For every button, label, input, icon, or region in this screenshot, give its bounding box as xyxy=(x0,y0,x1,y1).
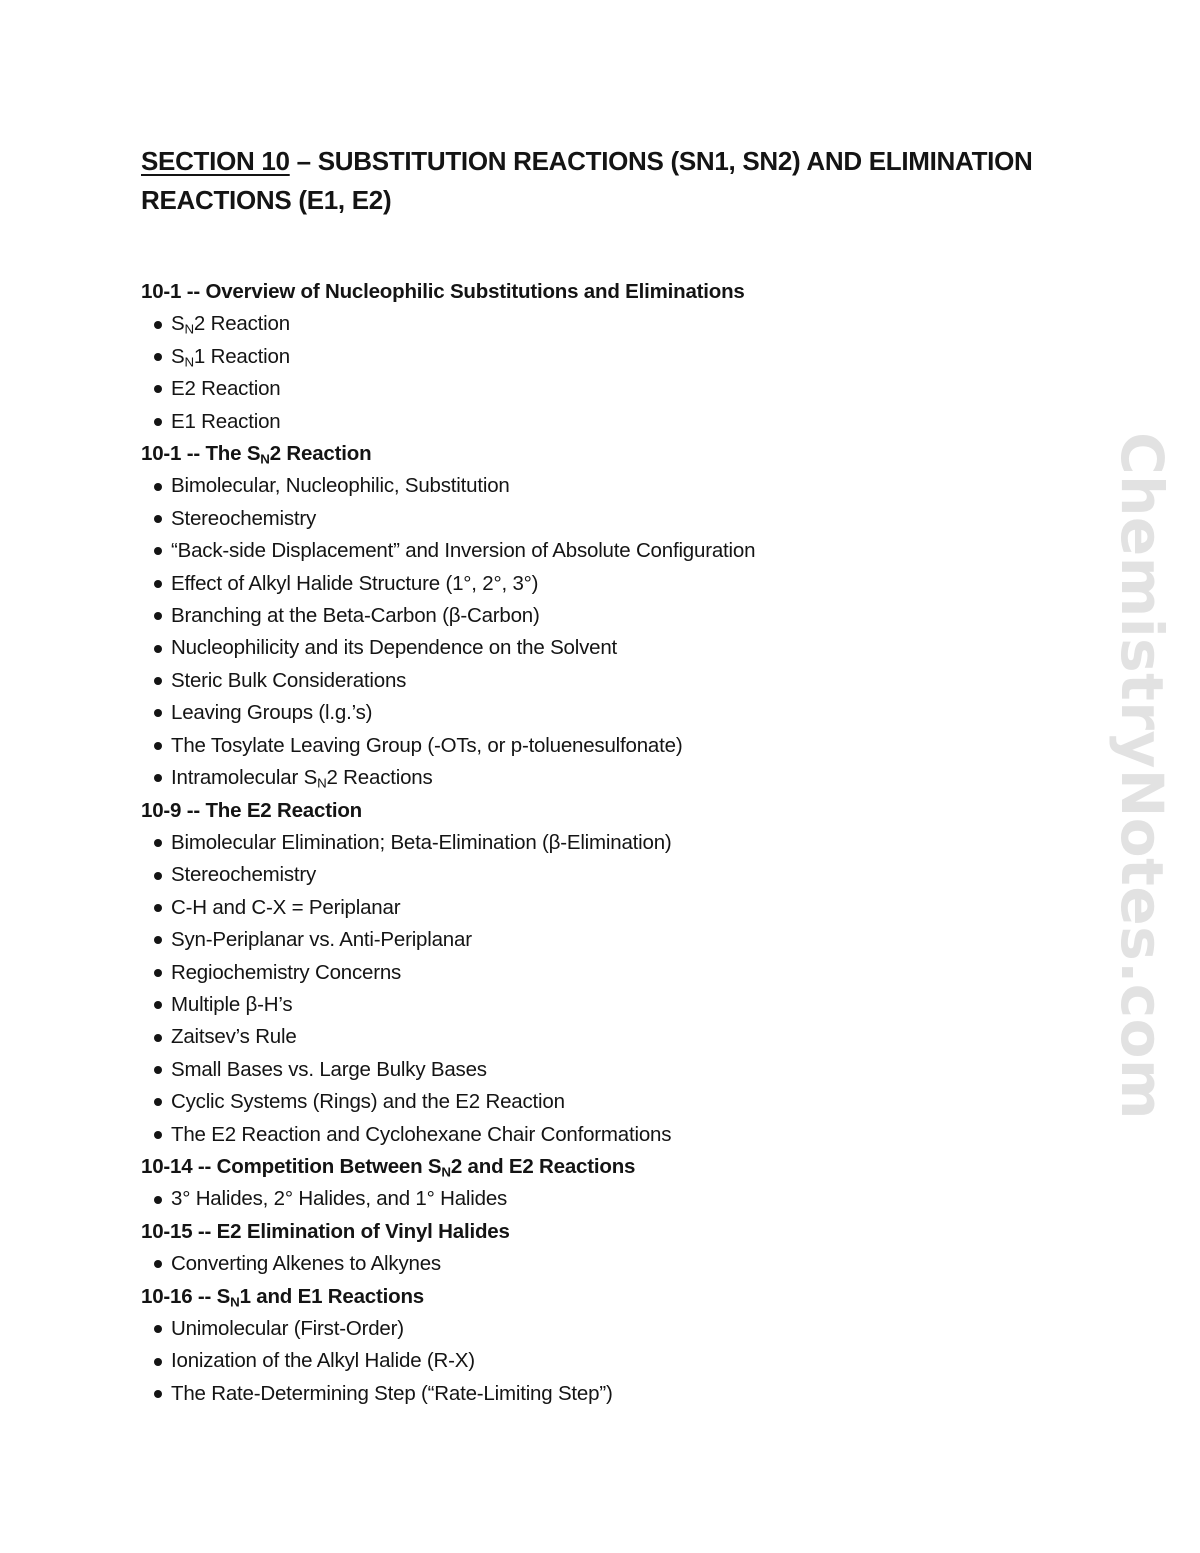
list-item-label xyxy=(171,1345,475,1377)
list-item-label xyxy=(171,341,290,373)
list-item xyxy=(141,989,1041,1021)
bullet-icon xyxy=(154,1034,162,1042)
list-item-label xyxy=(171,1313,404,1345)
list-item-text: Stereochemistry xyxy=(171,506,317,530)
list-item-label xyxy=(171,1086,565,1118)
bullet-icon xyxy=(154,483,162,491)
bullet-list xyxy=(141,1248,1041,1280)
bullet-icon xyxy=(154,1260,162,1268)
section-heading xyxy=(141,276,1041,308)
list-item-text: Bimolecular, Nucleophilic, Substitution xyxy=(171,474,510,498)
section-heading-text: 10-16 -- S xyxy=(141,1284,231,1308)
section-heading xyxy=(141,795,1041,827)
list-item-text-cont: 2 Reactions xyxy=(326,766,433,790)
list-item xyxy=(141,406,1041,438)
section-heading-text-cont: 2 and E2 Reactions xyxy=(450,1154,636,1178)
list-item xyxy=(141,535,1041,567)
list-item xyxy=(141,697,1041,729)
list-item xyxy=(141,1054,1041,1086)
list-item-text: E1 Reaction xyxy=(171,409,281,433)
bullet-list xyxy=(141,1313,1041,1410)
section-heading xyxy=(141,438,1041,470)
list-item-text: Converting Alkenes to Alkynes xyxy=(171,1252,441,1276)
list-item-label xyxy=(171,957,401,989)
bullet-icon xyxy=(154,418,162,426)
bullet-icon xyxy=(154,612,162,620)
list-item xyxy=(141,892,1041,924)
list-item-label xyxy=(171,1248,441,1280)
bullet-icon xyxy=(154,1196,162,1204)
list-item-text: S xyxy=(171,312,185,336)
bullet-icon xyxy=(154,742,162,750)
list-item-label xyxy=(171,1054,487,1086)
section-heading-text: 10-15 -- E2 Elimination of Vinyl Halides xyxy=(141,1219,510,1243)
list-item-label xyxy=(171,406,280,438)
list-item-text: Cyclic Systems (Rings) and the E2 Reaction xyxy=(171,1090,565,1114)
list-item xyxy=(141,470,1041,502)
list-item-text: E2 Reaction xyxy=(171,377,281,401)
list-item xyxy=(141,373,1041,405)
list-item xyxy=(141,308,1041,340)
list-item-label xyxy=(171,1378,613,1410)
list-item-label xyxy=(171,308,290,340)
bullet-icon xyxy=(154,677,162,685)
list-item-label xyxy=(171,470,510,502)
list-item-text: Zaitsev’s Rule xyxy=(171,1025,297,1049)
bullet-icon xyxy=(154,1358,162,1366)
list-item xyxy=(141,827,1041,859)
list-item xyxy=(141,730,1041,762)
list-item-text: Nucleophilicity and its Dependence on the Solvent xyxy=(171,636,618,660)
page-title xyxy=(141,142,1041,220)
list-item-text-cont: 2 Reaction xyxy=(193,312,290,336)
list-item xyxy=(141,1313,1041,1345)
section-heading-text: 10-1 -- The S xyxy=(141,442,261,466)
list-item-label xyxy=(171,535,755,567)
list-item-label xyxy=(171,600,540,632)
list-item-text: Effect of Alkyl Halide Structure (1°, 2°, 3°) xyxy=(171,571,539,595)
bullet-list xyxy=(141,308,1041,438)
bullet-icon xyxy=(154,515,162,523)
bullet-icon xyxy=(154,645,162,653)
section-heading-subscript: N xyxy=(260,451,270,467)
list-item-label xyxy=(171,859,316,891)
bullet-icon xyxy=(154,1131,162,1139)
bullet-icon xyxy=(154,774,162,782)
list-item-text: 3° Halides, 2° Halides, and 1° Halides xyxy=(171,1187,508,1211)
list-item-text: Unimolecular (First-Order) xyxy=(171,1317,404,1340)
list-item-subscript: N xyxy=(184,354,194,370)
section-heading xyxy=(141,1216,1041,1248)
list-item xyxy=(141,600,1041,632)
list-item-text: The Tosylate Leaving Group (-OTs, or p-toluenesulfonate) xyxy=(171,733,683,757)
bullet-icon xyxy=(154,904,162,912)
list-item xyxy=(141,957,1041,989)
list-item-text: The E2 Reaction and Cyclohexane Chair Conformations xyxy=(171,1122,672,1146)
list-item-label xyxy=(171,373,280,405)
list-item-label xyxy=(171,989,292,1021)
bullet-icon xyxy=(154,385,162,393)
section-heading-text: 10-14 -- Competition Between S xyxy=(141,1154,442,1178)
bullet-icon xyxy=(154,1325,162,1333)
bullet-icon xyxy=(154,709,162,717)
list-item-text: Regiochemistry Concerns xyxy=(171,960,402,984)
list-item-text: Leaving Groups (l.g.’s) xyxy=(171,701,373,725)
section-heading-text: 10-1 -- Overview of Nucleophilic Substitutions and Eliminations xyxy=(141,280,745,303)
list-item-label xyxy=(171,827,672,859)
list-item-text: “Back-side Displacement” and Inversion of Absolute Configuration xyxy=(171,539,756,563)
watermark-text: ChemistryNotes.com xyxy=(1108,432,1176,1120)
list-item-text: Bimolecular Elimination; Beta-Elimination (β-Elimination) xyxy=(171,830,672,854)
list-item xyxy=(141,859,1041,891)
bullet-icon xyxy=(154,872,162,880)
list-item xyxy=(141,1345,1041,1377)
bullet-icon xyxy=(154,969,162,977)
list-item-text: Ionization of the Alkyl Halide (R-X) xyxy=(171,1349,475,1373)
bullet-list xyxy=(141,827,1041,1151)
bullet-list xyxy=(141,1183,1041,1215)
list-item xyxy=(141,632,1041,664)
bullet-icon xyxy=(154,353,162,361)
list-item-text: The Rate-Determining Step (“Rate-Limiting Step”) xyxy=(171,1381,613,1405)
section-heading-subscript: N xyxy=(230,1293,240,1309)
list-item xyxy=(141,1086,1041,1118)
bullet-icon xyxy=(154,936,162,944)
list-item-subscript: N xyxy=(317,775,327,791)
list-item-subscript: N xyxy=(184,321,194,337)
list-item-text: C-H and C-X = Periplanar xyxy=(171,895,401,919)
document-page xyxy=(141,142,1041,1410)
bullet-icon xyxy=(154,580,162,588)
bullet-icon xyxy=(154,1066,162,1074)
list-item-text: Small Bases vs. Large Bulky Bases xyxy=(171,1057,487,1081)
list-item-label xyxy=(171,665,406,697)
list-item-text: Branching at the Beta-Carbon (β-Carbon) xyxy=(171,604,540,628)
list-item-label xyxy=(171,892,400,924)
list-item-label xyxy=(171,1021,297,1053)
list-item-label xyxy=(171,1183,507,1215)
list-item xyxy=(141,1378,1041,1410)
list-item xyxy=(141,568,1041,600)
bullet-icon xyxy=(154,321,162,329)
bullet-icon xyxy=(154,839,162,847)
list-item-label xyxy=(171,1119,671,1151)
section-heading xyxy=(141,1281,1041,1313)
list-item-text: Multiple β-H’s xyxy=(171,992,293,1016)
list-item xyxy=(141,341,1041,373)
list-item xyxy=(141,1248,1041,1280)
bullet-icon xyxy=(154,1001,162,1009)
list-item xyxy=(141,503,1041,535)
list-item-label xyxy=(171,632,617,664)
section-heading-subscript: N xyxy=(441,1164,451,1180)
list-item-text: Syn-Periplanar vs. Anti-Periplanar xyxy=(171,928,472,952)
list-item-text-cont: 1 Reaction xyxy=(193,344,290,368)
list-item-label xyxy=(171,568,538,600)
list-item xyxy=(141,665,1041,697)
list-item xyxy=(141,762,1041,794)
list-item xyxy=(141,924,1041,956)
list-item xyxy=(141,1119,1041,1151)
table-of-contents xyxy=(141,276,1041,1410)
bullet-icon xyxy=(154,547,162,555)
list-item-label xyxy=(171,697,372,729)
section-heading-text-cont: 2 Reaction xyxy=(269,442,372,466)
bullet-icon xyxy=(154,1390,162,1398)
list-item-text: S xyxy=(171,344,185,368)
section-heading-text-cont: 1 and E1 Reactions xyxy=(239,1284,424,1308)
list-item-text: Steric Bulk Considerations xyxy=(171,668,407,692)
list-item xyxy=(141,1021,1041,1053)
title-section-number: SECTION 10 xyxy=(141,146,290,176)
list-item-text: Stereochemistry xyxy=(171,863,317,887)
list-item-label xyxy=(171,503,316,535)
list-item-label xyxy=(171,730,682,762)
list-item xyxy=(141,1183,1041,1215)
list-item-text: Intramolecular S xyxy=(171,766,318,790)
list-item-label xyxy=(171,924,472,956)
list-item-label xyxy=(171,762,433,794)
section-heading-text: 10-9 -- The E2 Reaction xyxy=(141,798,362,822)
title-text: – SUBSTITUTION REACTIONS (SN1, SN2) AND ELIMINATION REACTIONS (E1, E2) xyxy=(141,146,1033,215)
section-heading xyxy=(141,1151,1041,1183)
bullet-icon xyxy=(154,1098,162,1106)
bullet-list xyxy=(141,470,1041,794)
